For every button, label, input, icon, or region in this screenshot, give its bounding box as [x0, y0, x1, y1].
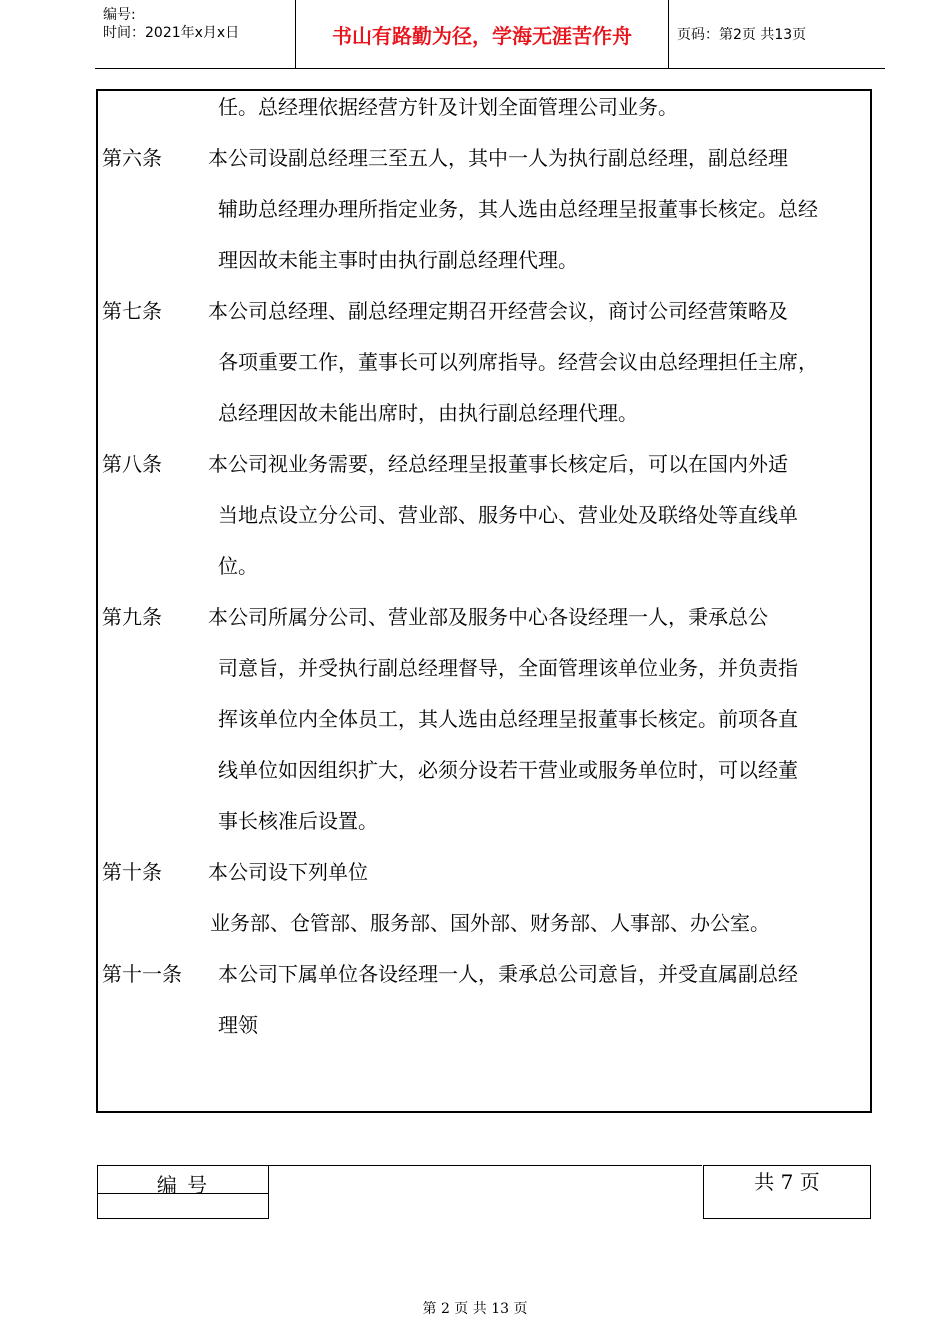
time-label: 时间：2021年x月x日: [103, 25, 240, 41]
serial-label: 编号:: [103, 7, 136, 23]
content-box: 任。总经理依据经营方针及计划全面管理公司业务。 第六条 本公司设副总经理三至五人，其中一人为执行副总经理，副总经理 辅助总经理办理所指定业务，其人选由总经理呈报董事长核定。总经 理因故未能主事时由执行副总经理代理。 第七条 本公司总经理、副总经理定期召开经营会议，商讨公司经营策略及 各项重要工作，董事长可以列席指导。经营会议由总经理担任主席， 总经理因故未能出席时，由执行副总经理代理。 第八条 本公司视业务需要，经总经理呈报董事长核定后，可以在国内外适 当地点设立分公司、营业部、服务中心、营业处及联络处等直线单 位。 第九条 本公司所属分公司、营业部及服务中心各设经理一人，秉承总公 司意旨，并受执行副总经理督导，全面管理该单位业务，并负责指 挥该单位内全体员工，其人选由总经理呈报董事长核定。前项各直 线单位如因组织扩大，必须分设若干营业或服务单位时，可以经董 事长核准后设置。 第十条 本公司设下列单位 业务部、仓管部、服务部、国外部、财务部、人事部、办公室。 第十一条 本公司下属单位各设经理一人，秉承总公司意旨，并受直属副总经 理领: [96, 89, 872, 1113]
page-header: [95, 0, 885, 69]
page-number: 第 2 页 共 13 页: [422, 1301, 528, 1317]
footer-total-label: 共 7 页: [754, 1170, 820, 1194]
footer-total-box: [703, 1165, 871, 1219]
footer-serial-label: 编 号: [98, 1169, 268, 1194]
header-motto: 书山有路勤为径，学海无涯苦作舟: [296, 0, 669, 68]
header-page-label: 页码：第2页 共13页: [677, 27, 807, 43]
header-meta: [95, 0, 296, 68]
footer-serial-box: [97, 1165, 269, 1219]
footer-divider: [268, 1165, 702, 1166]
